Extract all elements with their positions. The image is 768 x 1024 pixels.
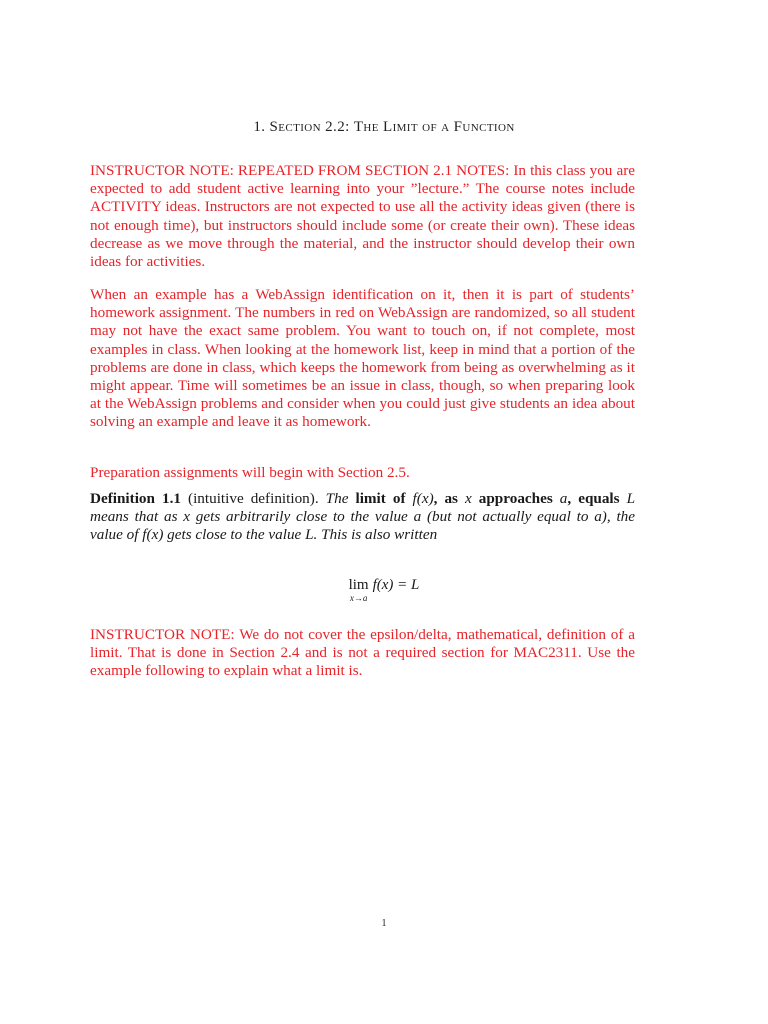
instructor-note-1: INSTRUCTOR NOTE: REPEATED FROM SECTION 2.1 NOTES: In this class you are expected to add student active learning into your ”lecture.” The course notes include ACTIVITY ideas. Instructors are not expected to use all the activity ideas given (there is not enough time), but instructors should include some (or create their own). These ideas decrease as we move through the material, and the instructor should develop their own ideas for activities. [90,162,635,271]
limit-subscript: x→a [349,593,368,603]
webassign-paragraph: When an example has a WebAssign identification on it, then it is part of students’ homework assignment. The numbers in red on WebAssign are randomized, so all student may not have the exact same problem. You want to touch on, if not complete, most examples in class. When looking at the homework list, keep in mind that a portion of the problems are done in class, which keeps the homework from being as overwhelming as it might appear. Time will sometimes be an issue in class, though, so when preparing look at the WebAssign problems and consider when you could just give students an idea about solving an example and leave it as homework. [90,286,635,431]
section-title: The Limit of a Function [353,119,515,135]
preparation-note: Preparation assignments will begin with Section 2.5. [90,464,410,481]
definition-fx: f(x) [412,490,434,507]
limit-expression: f(x) = L [372,577,420,593]
definition-the: The [325,490,349,507]
instructor-note-2: INSTRUCTOR NOTE: We do not cover the epsilon/delta, mathematical, definition of a limit. That is done in Section 2.4 and is not a required section for MAC2311. Use the example following to explain what a limit is. [90,626,635,680]
section-heading [0,119,768,136]
limit-operator [349,578,369,603]
definition-x: x [464,490,472,507]
definition-rest: means that as x gets arbitrarily close to the value a (but not actually equal to a), the value of f(x) gets close to the value L. This is also written [90,508,635,544]
definition-comma: , [567,490,572,507]
section-number: 1. [253,119,266,135]
definition-limit-of: limit of [355,490,406,507]
section-label: Section 2.2: [269,119,350,135]
definition-qualifier: (intuitive definition). [188,490,319,507]
definition-a: a [559,490,568,507]
limit-word: lim [348,577,369,593]
definition-equals: equals [578,490,620,507]
definition-as: , as [433,490,458,507]
definition-label: Definition 1.1 [90,490,181,507]
page-number: 1 [381,918,387,929]
definition-block [90,490,635,545]
definition-L: L [626,490,636,507]
definition-approaches: approaches [478,490,553,507]
limit-formula [0,578,768,603]
